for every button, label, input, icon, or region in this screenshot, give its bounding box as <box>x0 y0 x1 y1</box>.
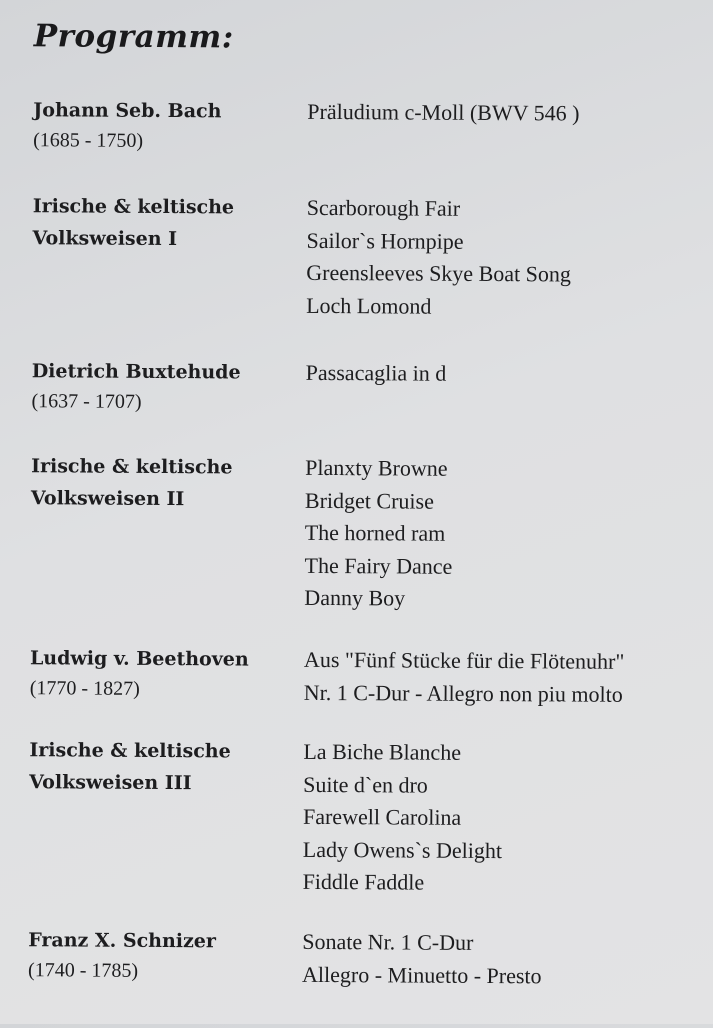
piece-item: Sailor`s Hornpipe <box>306 227 464 254</box>
composer-dates: (1637 - 1707) <box>31 390 142 413</box>
composer <box>28 924 298 986</box>
program-section-schnizer <box>0 924 707 988</box>
composer-name: Dietrich Buxtehude <box>31 360 241 384</box>
program-section-beethoven <box>0 642 709 707</box>
composer <box>33 94 303 156</box>
piece-item: Lady Owens`s Delight <box>302 836 503 863</box>
composer-name: Ludwig v. Beethoven <box>29 647 249 671</box>
program-section-bach <box>0 94 712 152</box>
program-section-volksweisen-1 <box>0 190 712 319</box>
composer-name: Irische & keltische Volksweisen I <box>32 195 235 251</box>
composer-dates: (1740 - 1785) <box>28 959 139 982</box>
piece-list <box>306 192 571 324</box>
piece-list <box>304 452 453 615</box>
composer <box>31 450 301 516</box>
piece-list <box>302 926 542 992</box>
composer-name: Johann Seb. Bach <box>33 99 222 123</box>
piece-list <box>304 644 625 711</box>
piece-list <box>307 96 579 130</box>
piece-item: La Biche Blanche <box>303 738 462 765</box>
composer <box>32 190 302 256</box>
piece-item: Aus "Fünf Stücke für die Flötenuhr" <box>303 646 625 674</box>
composer-name: Franz X. Schnizer <box>28 929 217 953</box>
program-section-volksweisen-2 <box>0 450 710 611</box>
piece-item: Farewell Carolina <box>302 803 462 830</box>
piece-item: Loch Lomond <box>306 292 432 319</box>
piece-item: Fiddle Faddle <box>302 868 425 895</box>
program-section-volksweisen-3 <box>0 734 709 895</box>
composer <box>30 642 300 704</box>
piece-item: Scarborough Fair <box>306 194 461 221</box>
composer-dates: (1770 - 1827) <box>29 677 140 700</box>
piece-item: Nr. 1 C-Dur - Allegro non piu molto <box>303 679 623 707</box>
piece-item: The horned ram <box>304 519 446 546</box>
piece-item: Bridget Cruise <box>304 487 434 514</box>
piece-item: Planxty Browne <box>305 454 448 481</box>
composer-name: Irische & keltische Volksweisen II <box>30 455 233 511</box>
program-section-buxtehude <box>0 355 711 413</box>
piece-list <box>303 736 503 900</box>
piece-item: Greensleeves Skye Boat Song <box>306 259 571 287</box>
piece-item: Allegro - Minuetto - Presto <box>301 961 542 988</box>
composer <box>29 734 299 800</box>
piece-list <box>306 357 447 390</box>
piece-item: The Fairy Dance <box>304 552 453 579</box>
composer <box>31 355 301 417</box>
composer-name: Irische & keltische Volksweisen III <box>29 739 231 795</box>
piece-item: Sonate Nr. 1 C-Dur <box>302 928 474 955</box>
piece-item: Danny Boy <box>304 584 406 611</box>
composer-dates: (1685 - 1750) <box>33 129 144 152</box>
piece-item: Suite d`en dro <box>303 771 428 798</box>
piece-item: Präludium c-Moll (BWV 546 ) <box>307 98 580 126</box>
page-title: Programm: <box>33 18 234 56</box>
piece-item: Passacaglia in d <box>305 359 447 386</box>
